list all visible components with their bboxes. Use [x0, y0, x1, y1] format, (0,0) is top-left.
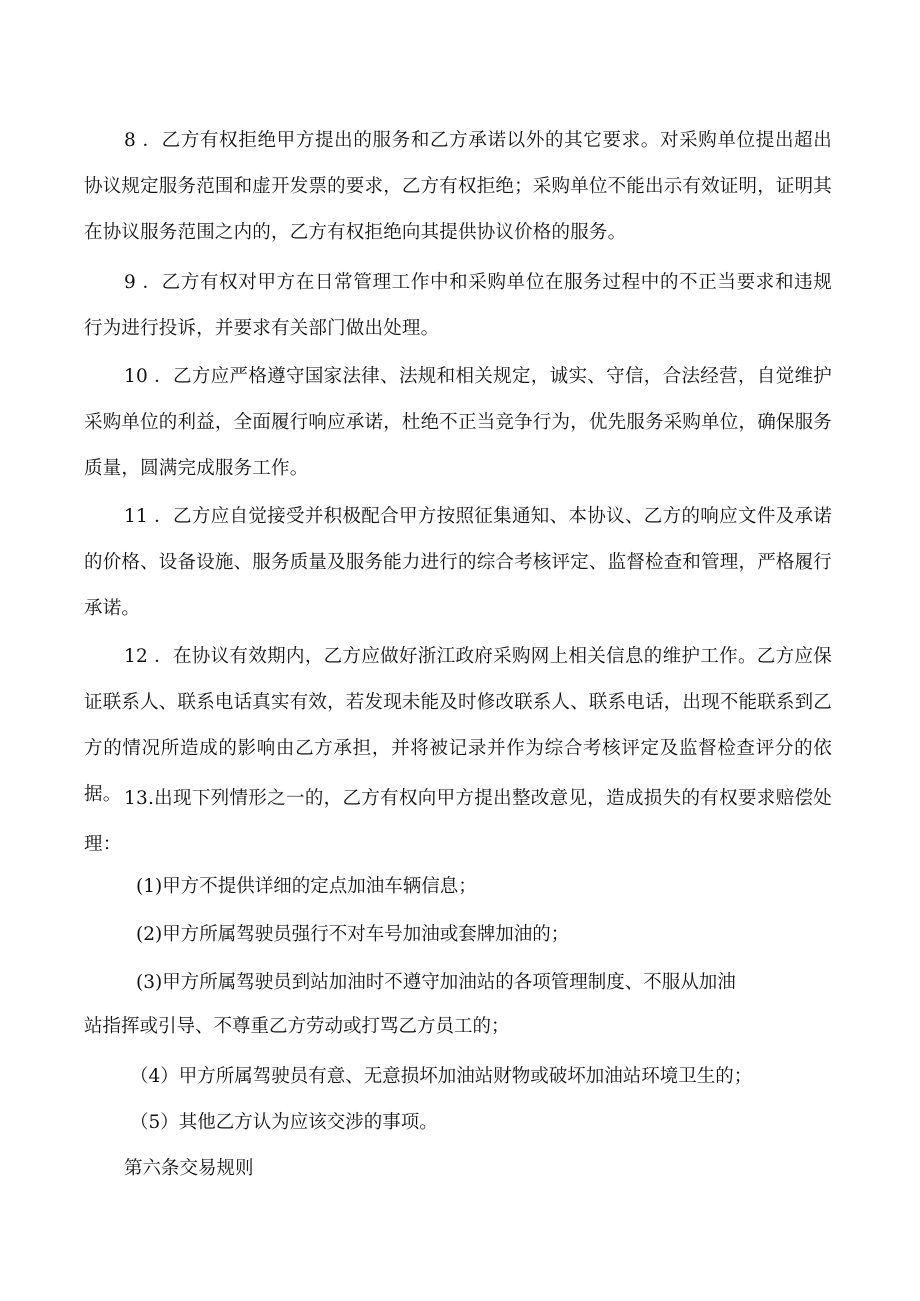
clause-10: 10 ．乙方应严格遵守国家法律、法规和相关规定，诚实、守信，合法经营，自觉维护采购单位的利益，全面履行响应承诺，杜绝不正当竞争行为，优先服务采购单位，确保服务质量，圆满完成服务工作。 [84, 366, 833, 479]
clause-11: 11 ．乙方应自觉接受并积极配合甲方按照征集通知、本协议、乙方的响应文件及承诺的价格、设备设施、服务质量及服务能力进行的综合考核评定、监督检查和管理，严格履行承诺。 [84, 506, 833, 619]
list-item-4: （4）甲方所属驾驶员有意、无意损坏加油站财物或破坏加油站环境卫生的； [130, 1066, 753, 1087]
section-heading: 第六条交易规则 [124, 1158, 254, 1179]
list-item-5: （5）其他乙方认为应该交涉的事项。 [130, 1112, 438, 1133]
list-item-3: (3)甲方所属驾驶员到站加油时不遵守加油站的各项管理制度、不服从加油 [136, 972, 736, 993]
list-item-2: (2)甲方所属驾驶员强行不对车号加油或套牌加油的； [136, 924, 570, 945]
clause-9: 9 ．乙方有权对甲方在日常管理工作中和采购单位在服务过程中的不正当要求和违规行为进行投诉，并要求有关部门做出处理。 [84, 272, 832, 339]
list-item-3-continued: 站指挥或引导、不尊重乙方劳动或打骂乙方员工的； [84, 1016, 510, 1037]
list-item-1: (1)甲方不提供详细的定点加油车辆信息； [136, 876, 477, 897]
clause-12: 12 ．在协议有效期内，乙方应做好浙江政府采购网上相关信息的维护工作。乙方应保证联系人、联系电话真实有效，若发现未能及时修改联系人、联系电话，出现不能联系到乙方的情况所造成的影响由乙方承担，并将被记录并作为综合考核评定及监督检查评分的依据。 [84, 646, 833, 805]
clause-13: 13.出现下列情形之一的，乙方有权向甲方提出整改意见，造成损失的有权要求赔偿处理： [84, 788, 832, 855]
clause-8: 8 ．乙方有权拒绝甲方提出的服务和乙方承诺以外的其它要求。对采购单位提出超出协议规定服务范围和虚开发票的要求，乙方有权拒绝；采购单位不能出示有效证明，证明其在协议服务范围之内的，乙方有权拒绝向其提供协议价格的服务。 [84, 130, 833, 243]
